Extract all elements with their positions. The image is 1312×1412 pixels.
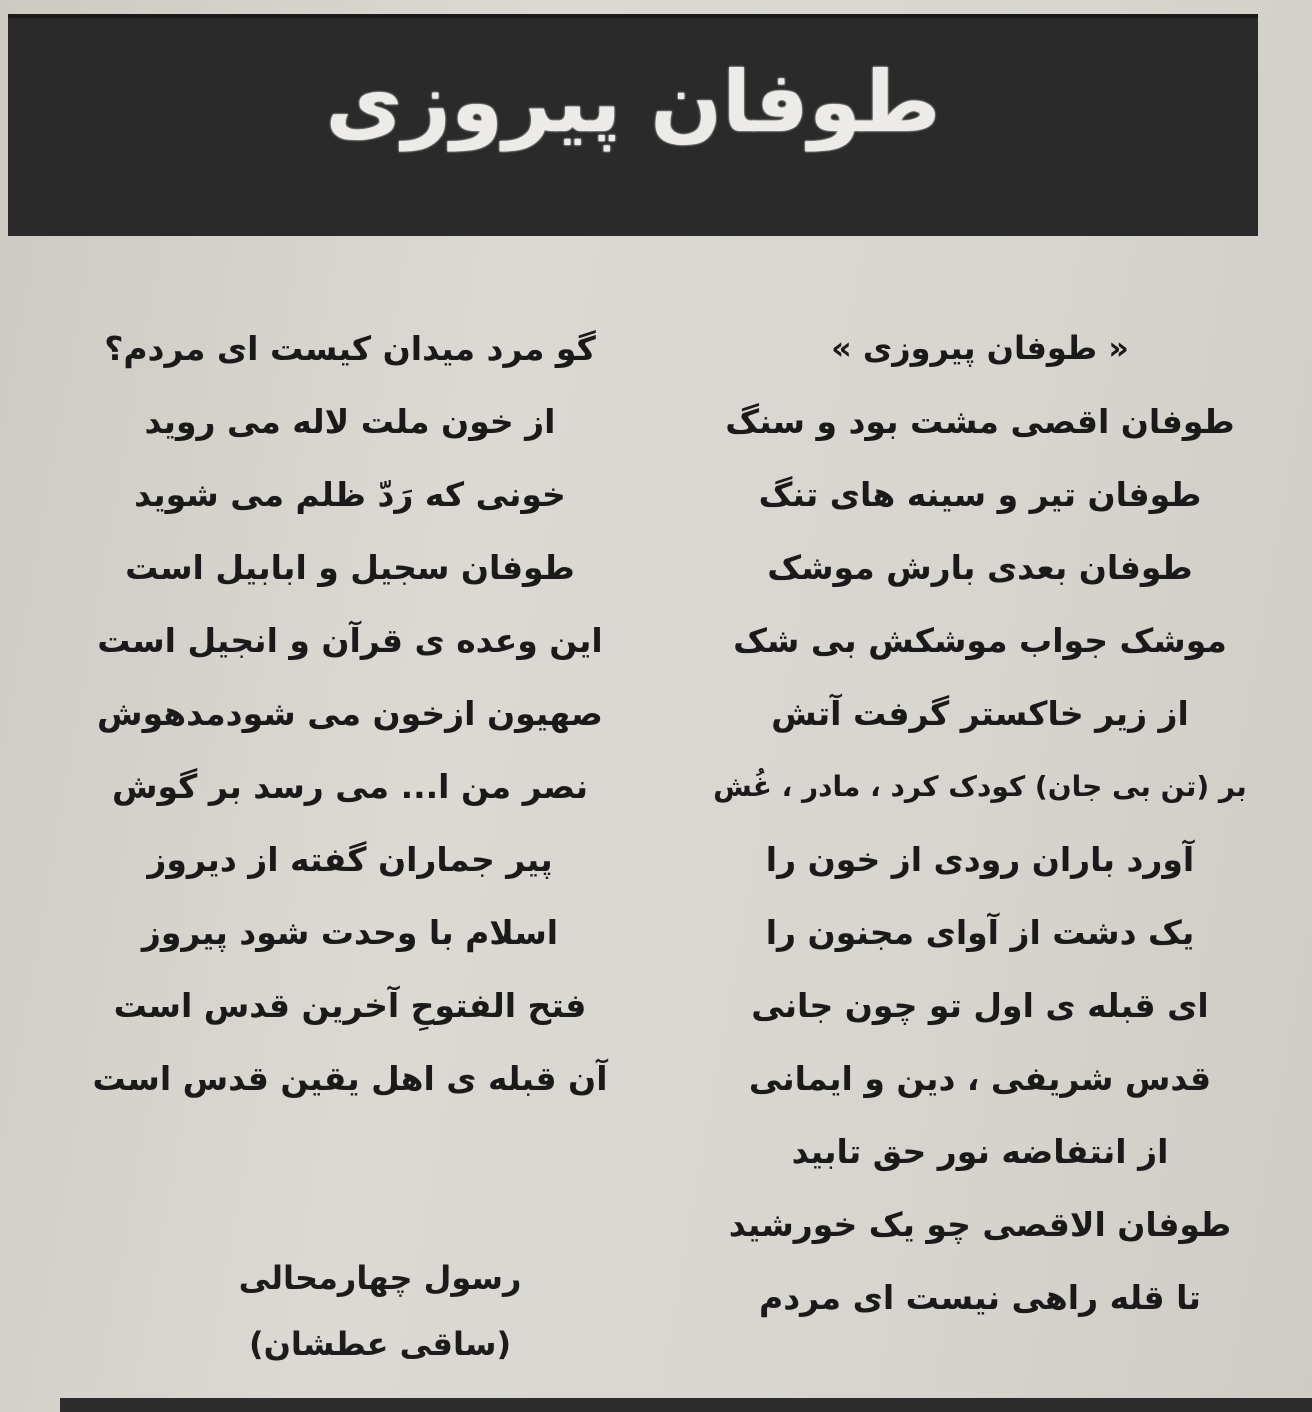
poem-line: بر (تن بی جان) کودک کرد ، مادر ، غُش — [713, 770, 1247, 803]
author-signature — [170, 1245, 590, 1377]
poem-line: قدس شریفی ، دین و ایمانی — [748, 1059, 1212, 1098]
page-title: طوفان پیروزی — [325, 53, 941, 151]
author-pen-name: (ساقی عطشان) — [248, 1325, 512, 1363]
poem-line: فتح الفتوحِ آخرین قدس است — [113, 986, 587, 1025]
poem-line: طوفان تیر و سینه های تنگ — [758, 475, 1202, 514]
poem-line: آورد باران رودی از خون را — [765, 840, 1195, 879]
poem-line: طوفان الاقصی چو یک خورشید — [728, 1205, 1232, 1244]
poem-line: پیر جماران گفته از دیروز — [147, 840, 553, 879]
poem-line: تا قله راهی نیست ای مردم — [759, 1278, 1201, 1317]
poem-line: نصر من ا... می رسد بر گوش — [111, 767, 589, 806]
poem-line: از زیر خاکستر گرفت آتش — [771, 694, 1189, 733]
poem-line: آن قبله ی اهل یقین قدس است — [92, 1059, 608, 1098]
poem-heading: « طوفان پیروزی » — [831, 329, 1129, 367]
poem-line: گو مرد میدان کیست ای مردم؟ — [104, 329, 596, 368]
poem-line: اسلام با وحدت شود پیروز — [141, 913, 559, 952]
poem-line: طوفان سجیل و ابابیل است — [125, 548, 575, 587]
bottom-divider — [60, 1398, 1312, 1412]
poem-line: صهیون ازخون می شودمدهوش — [97, 694, 603, 733]
poem-line: از خون ملت لاله می روید — [144, 402, 556, 441]
poem-line: یک دشت از آوای مجنون را — [765, 913, 1195, 952]
poem-line: طوفان بعدی بارش موشک — [767, 548, 1193, 587]
poem-column-right — [700, 312, 1260, 1334]
title-banner — [8, 14, 1258, 236]
author-name: رسول چهارمحالی — [238, 1259, 522, 1297]
poem-line: موشک جواب موشکش بی شک — [733, 621, 1227, 660]
poem-line: خونی که رَدّ ظلم می شوید — [134, 475, 566, 514]
poem-line: طوفان اقصی مشت بود و سنگ — [725, 402, 1235, 441]
poem-line: از انتفاضه نور حق تابید — [791, 1132, 1169, 1171]
poem-line: این وعده ی قرآن و انجیل است — [97, 621, 603, 660]
poem-column-left — [70, 312, 630, 1115]
poem-line: ای قبله ی اول تو چون جانی — [751, 986, 1209, 1025]
